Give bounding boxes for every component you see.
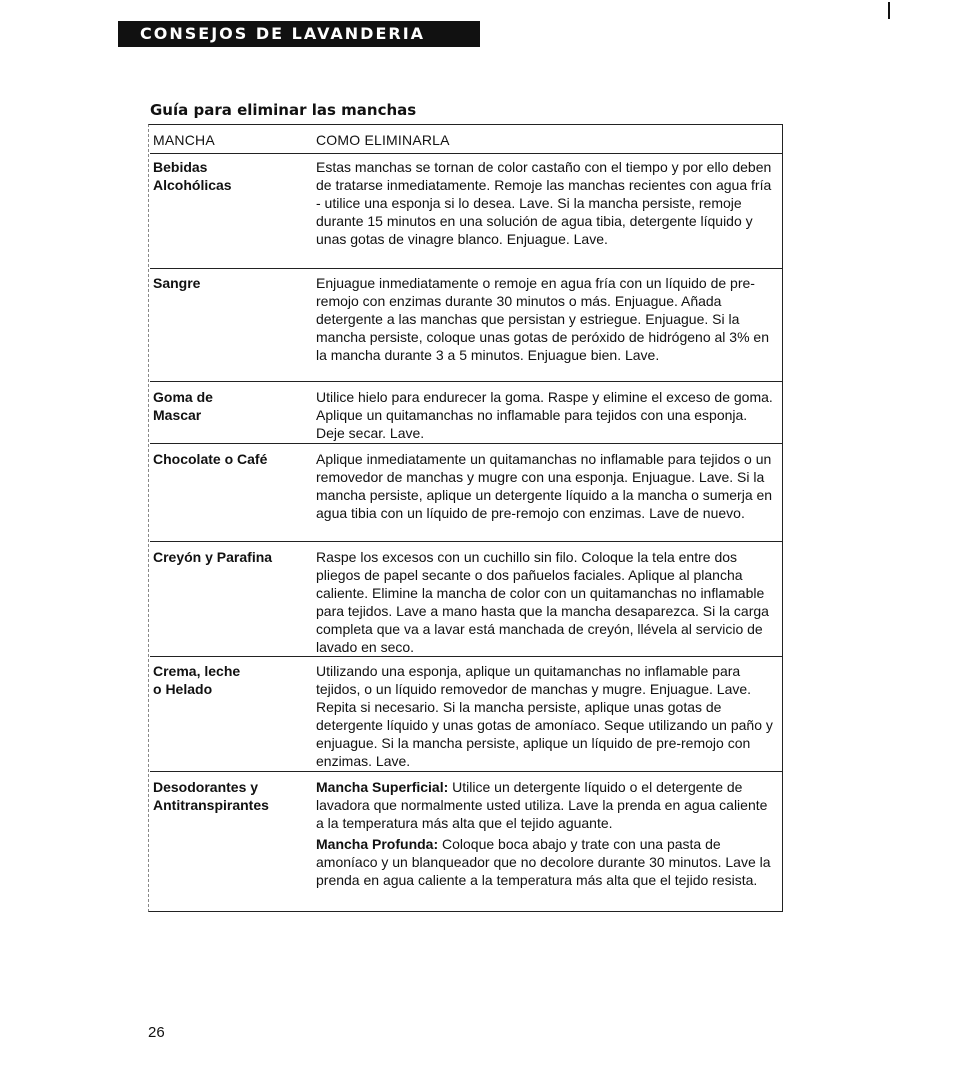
page-number: 26 bbox=[148, 1024, 165, 1041]
row-divider bbox=[150, 541, 783, 542]
row-divider bbox=[150, 771, 783, 772]
row-divider bbox=[150, 443, 783, 444]
stain-name: Crema, leche o Helado bbox=[153, 663, 241, 697]
stain-name: Creyón y Parafina bbox=[153, 549, 273, 565]
superficial-label: Mancha Superficial: bbox=[316, 779, 449, 795]
stain-name: Chocolate o Café bbox=[153, 451, 268, 467]
stain-name: Goma de Mascar bbox=[153, 389, 213, 423]
column-header-remove: COMO ELIMINARLA bbox=[316, 132, 450, 148]
header-divider bbox=[150, 153, 783, 154]
deep-label: Mancha Profunda: bbox=[316, 836, 439, 852]
removal-instructions: Enjuague inmediatamente o remoje en agua fría con un líquido de pre-remojo con enzimas durante 30 minutos o más. Enjuague. Añada detergente a las manchas que persistan y estriegue. Enjuague. Si la mancha persiste, coloque unas gotas de peróxido de hidrógeno al 3% en la mancha durante 3 a 5 minutos. Enjuague bien. Lave. bbox=[316, 275, 769, 363]
margin-mark bbox=[888, 2, 890, 19]
section-banner: CONSEJOS DE LAVANDERIA bbox=[118, 21, 480, 47]
row-divider bbox=[150, 656, 783, 657]
removal-instructions: Utilice hielo para endurecer la goma. Raspe y elimine el exceso de goma. Aplique un quitamanchas no inflamable para tejidos con una esponja. Deje secar. Lave. bbox=[316, 389, 773, 441]
stain-name: Sangre bbox=[153, 275, 201, 291]
removal-instructions: Utilizando una esponja, aplique un quitamanchas no inflamable para tejidos, o un líquido removedor de manchas y mugre. Enjuague. Lave. Repita si necesario. Si la mancha persiste, aplique unas gotas de detergente líquido y unas gotas de amoníaco. Seque utilizando un paño y enjuague. Si la mancha persiste, aplique un líquido de pre-remojo con enzimas. Lave. bbox=[316, 663, 773, 769]
row-divider bbox=[150, 381, 783, 382]
stain-name: Desodorantes y Antitranspirantes bbox=[153, 779, 269, 813]
stain-name: Bebidas Alcohólicas bbox=[153, 159, 232, 193]
removal-instructions: Estas manchas se tornan de color castaño con el tiempo y por ello deben de tratarse inmediatamente. Remoje las manchas recientes con agua fría - utilice una esponja si lo desea. Lave. Si la mancha persiste, remoje durante 15 minutos en una solución de agua tibia, detergente líquido y unas gotas de vinagre blanco. Enjuague. Lave. bbox=[316, 159, 772, 247]
page-title: Guía para eliminar las manchas bbox=[150, 101, 417, 119]
column-header-stain: MANCHA bbox=[153, 132, 215, 148]
row-divider bbox=[150, 268, 783, 269]
removal-instructions: Mancha Superficial: Utilice un detergente líquido o el detergente de lavadora que normalmente usted utiliza. Lave la prenda en agua caliente a la temperatura más alta que el tejido aguante. Mancha Profunda: Coloque boca abajo y trate con una pasta de amoníaco y un blanqueador que no decolore durante 30 minutos. Lave la prenda en agua caliente a la temperatura más alta que el tejido resista. bbox=[316, 779, 771, 888]
removal-instructions: Aplique inmediatamente un quitamanchas no inflamable para tejidos o un removedor de manchas y mugre con una esponja. Enjuague. Lave. Si la mancha persiste, aplique un detergente líquido a la mancha o sumerja en agua tibia con un líquido de pre-remojo con enzimas. Lave de nuevo. bbox=[316, 451, 773, 521]
removal-instructions: Raspe los excesos con un cuchillo sin filo. Coloque la tela entre dos pliegos de papel secante o dos pañuelos faciales. Aplique al plancha caliente. Elimine la mancha de color con un quitamanchas no inflamable para tejidos. Lave a mano hasta que la mancha desaparezca. Si la carga completa que va a lavar está manchada de creyón, llévela al servicio de lavado en seco. bbox=[316, 549, 769, 655]
